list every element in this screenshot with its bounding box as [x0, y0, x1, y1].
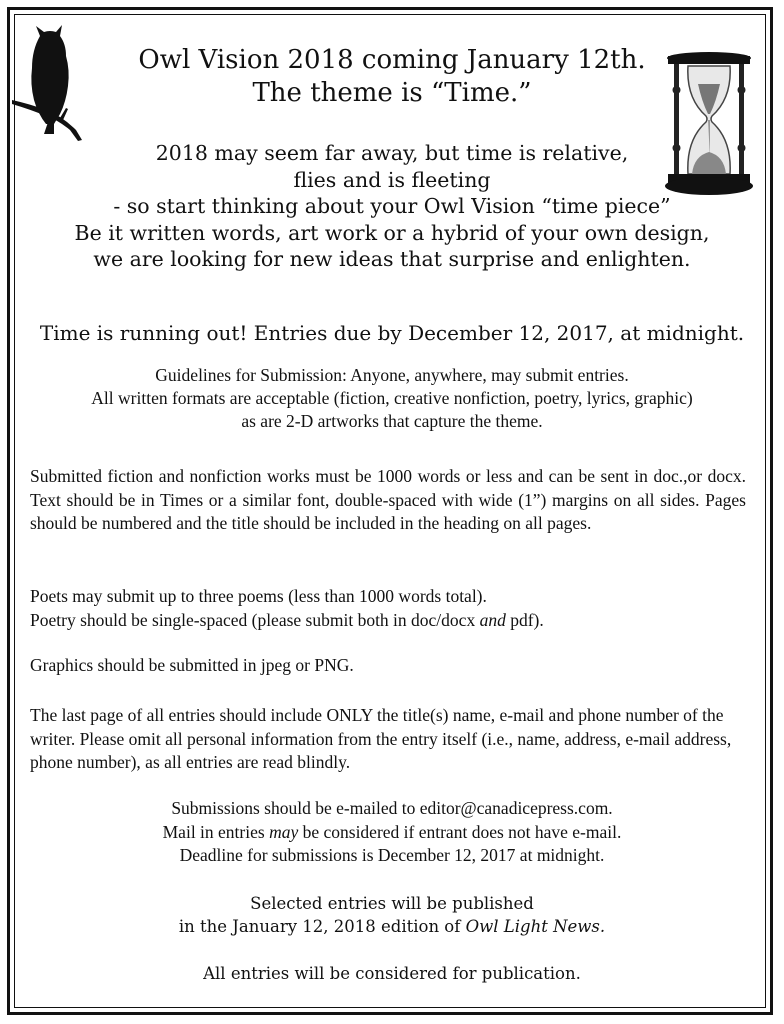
title-line-1: Owl Vision 2018 coming January 12th.	[138, 45, 646, 75]
intro-line-3: - so start thinking about your Owl Vision “time piece”	[113, 194, 671, 218]
guidelines-block	[20, 364, 764, 433]
poets-line-2	[30, 609, 746, 633]
intro-line-1: 2018 may seem far away, but time is relative,	[155, 141, 629, 165]
page-title	[20, 44, 764, 110]
selected-line-2-start: in the January 12, 2018 edition of	[178, 917, 466, 936]
intro-line-5: we are looking for new ideas that surprise and enlighten.	[93, 247, 691, 271]
poets-line-2-emphasis: and	[479, 609, 506, 630]
guidelines-line-2: All written formats are acceptable (fiction, creative nonfiction, poetry, lyrics, graphic)	[91, 388, 693, 408]
guidelines-line-3: as are 2-D artworks that capture the theme.	[241, 411, 543, 431]
submissions-line-2-start: Mail in entries	[162, 821, 270, 842]
poets-line-2-start: Poetry should be single-spaced (please submit both in doc/docx	[30, 609, 480, 630]
selected-entries-block	[20, 892, 764, 938]
poets-line-2-end: pdf).	[505, 609, 544, 630]
fiction-paragraph: Submitted fiction and nonfiction works must be 1000 words or less and can be sent in doc.,or docx. Text should be in Times or a similar font, double-spaced with wide (1”) margins on all sides. Pages should be numbered and the title should be included in the heading on all pages.	[30, 466, 746, 533]
submissions-line-3: Deadline for submissions is December 12, 2017 at midnight.	[179, 845, 605, 865]
submissions-line-2-end: be considered if entrant does not have e-mail.	[298, 821, 622, 842]
poets-line-1: Poets may submit up to three poems (less than 1000 words total).	[30, 586, 487, 606]
submissions-line-2	[20, 821, 764, 845]
guidelines-line-1: Guidelines for Submission: Anyone, anywhere, may submit entries.	[155, 365, 629, 385]
submissions-block	[20, 797, 764, 868]
intro-line-2: flies and is fleeting	[293, 167, 491, 192]
publication-name: Owl Light News.	[465, 917, 606, 936]
intro-line-4: Be it written words, art work or a hybrid of your own design,	[74, 220, 710, 245]
poets-paragraph	[30, 585, 746, 632]
selected-line-2	[20, 915, 764, 938]
title-line-2: The theme is “Time.”	[252, 78, 532, 108]
selected-line-1: Selected entries will be published	[250, 894, 534, 913]
deadline-banner: Time is running out! Entries due by December 12, 2017, at midnight.	[39, 321, 745, 345]
submissions-line-2-emphasis: may	[269, 821, 299, 842]
submissions-line-1: Submissions should be e-mailed to editor@canadicepress.com.	[171, 798, 613, 818]
intro-block	[20, 140, 764, 273]
graphics-paragraph: Graphics should be submitted in jpeg or PNG.	[30, 655, 354, 675]
last-page-paragraph: The last page of all entries should include ONLY the title(s) name, e-mail and phone number of the writer. Please omit all personal information from the entry itself (i.e., name, address, e-mail address, phone number), as all entries are read blindly.	[30, 705, 732, 772]
closing-line: All entries will be considered for publication.	[203, 964, 581, 983]
